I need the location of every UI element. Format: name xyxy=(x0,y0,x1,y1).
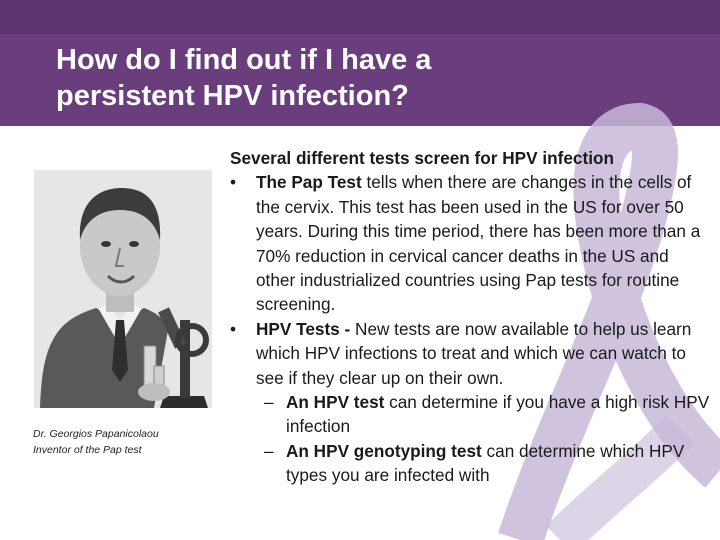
slide-title xyxy=(56,42,696,114)
subbullet-genotyping-test xyxy=(230,439,710,488)
portrait-image xyxy=(34,170,212,408)
bullet-hpv-tests-bold: HPV Tests - xyxy=(256,318,351,339)
bullet-pap-test-text: tells when there are changes in the cells of the cervix. This test has been used in the US for over 50 years. During this time period, there has been more than a 70% reduction in cervical cancer deaths in the US and other industrialized countries using Pap tests for routine screening. xyxy=(256,172,701,315)
portrait-caption xyxy=(33,426,223,458)
caption-name: Dr. Georgios Papanicolaou xyxy=(33,428,159,440)
bullet-marker: • xyxy=(230,318,237,339)
subbullet-hpv-test-text: can determine if you have a high risk HPV infection xyxy=(286,392,710,437)
bullet-marker: • xyxy=(230,172,237,193)
bullet-pap-test xyxy=(230,170,710,316)
subbullet-marker: – xyxy=(264,440,274,461)
bullet-hpv-tests xyxy=(230,317,710,390)
title-line-2: persistent HPV infection? xyxy=(56,80,409,112)
title-line-1: How do I find out if I have a xyxy=(56,44,432,76)
subbullet-marker: – xyxy=(264,392,274,413)
intro-text: Several different tests screen for HPV infection xyxy=(230,148,614,168)
subbullet-hpv-test-bold: An HPV test xyxy=(286,392,385,413)
subbullet-hpv-test xyxy=(230,390,710,439)
caption-role: Inventor of the Pap test xyxy=(33,444,142,456)
bullet-pap-test-bold: The Pap Test xyxy=(256,172,362,193)
slide-body xyxy=(230,146,710,488)
bullet-hpv-tests-text: New tests are now available to help us learn which HPV infections to treat and which we can watch to see if they clear up on their own. xyxy=(256,318,692,388)
subbullet-genotyping-test-bold: An HPV genotyping test xyxy=(286,440,482,461)
subbullet-genotyping-test-text: can determine which HPV types you are infected with xyxy=(286,440,685,486)
